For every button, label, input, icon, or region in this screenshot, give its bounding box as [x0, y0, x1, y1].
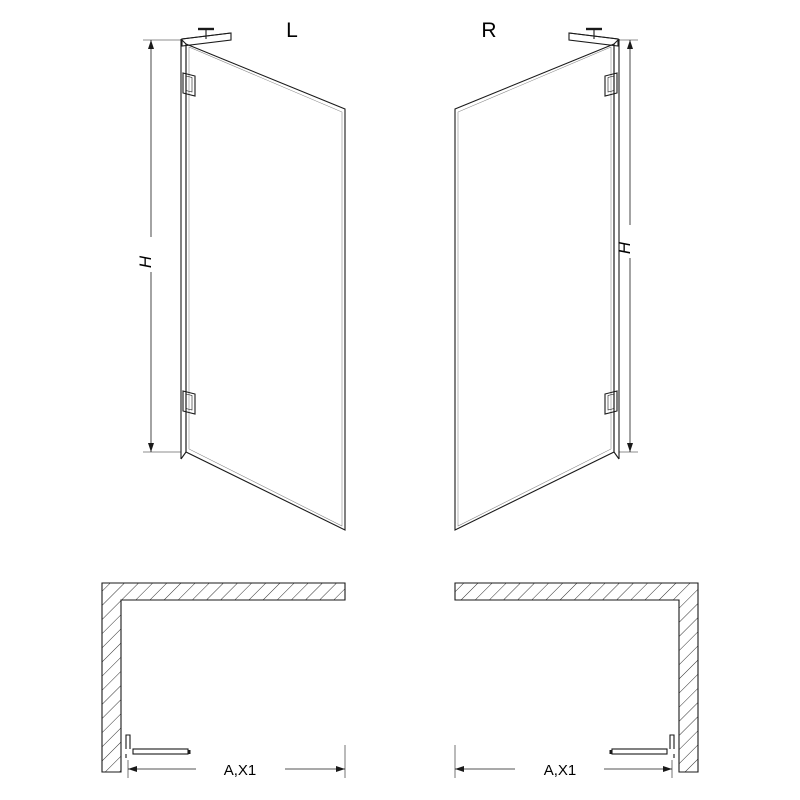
left-height-label: H: [136, 255, 155, 269]
right-plan-dimension-label: A,X1: [543, 762, 577, 779]
left-plan-glass: [126, 735, 191, 758]
left-plan-view: [102, 583, 345, 778]
left-plan-dimension-label: A,X1: [223, 762, 257, 779]
right-elevation-view: [455, 29, 638, 530]
left-view-label: L: [286, 19, 298, 42]
right-plan-glass: [610, 735, 675, 758]
left-elevation-view: [143, 29, 345, 530]
right-plan-wall-hatch: [455, 583, 698, 772]
right-plan-view: [455, 583, 698, 778]
left-plan-wall-hatch: [102, 583, 345, 772]
left-height-dimension: [143, 40, 181, 452]
right-view-label: R: [481, 19, 497, 42]
right-top-bar: [569, 29, 618, 46]
left-glass-panel: [186, 44, 345, 530]
right-height-label: H: [615, 241, 634, 255]
left-top-bar: [182, 29, 231, 46]
right-glass-panel: [455, 44, 614, 530]
